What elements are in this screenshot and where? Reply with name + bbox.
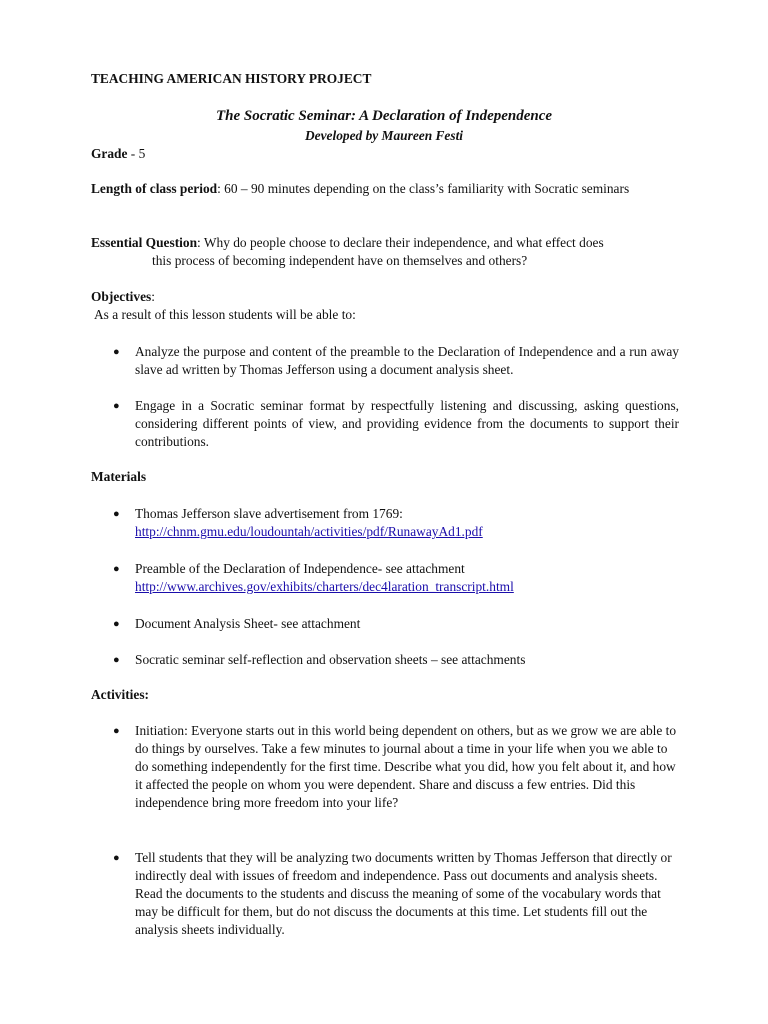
length-label: Length of class period (91, 181, 218, 196)
project-heading: TEACHING AMERICAN HISTORY PROJECT (91, 71, 372, 86)
bullet-icon: ● (113, 508, 120, 520)
grade-value: - 5 (127, 146, 146, 161)
length-value: : 60 – 90 minutes depending on the class’s familiarity with Socratic seminars (217, 181, 630, 196)
materials-heading: Materials (91, 469, 147, 484)
declaration-transcript-link[interactable]: http://www.archives.gov/exhibits/charters/dec4laration_transcript.html (135, 579, 514, 594)
objectives-heading (91, 288, 155, 306)
material-text: Document Analysis Sheet- see attachment (135, 616, 361, 631)
material-item (91, 505, 679, 541)
length-line (91, 180, 679, 198)
activity-text: Tell students that they will be analyzing two documents written by Thomas Jefferson that directly or indirectly deal with issues of freedom and independence. Pass out documents and analysis sheets. Read the documents to the students and discuss the meaning of some of the vocabulary words that may be difficult for them, but do not discuss the documents at this time. Let students fill out the analysis sheets individually. (135, 850, 672, 937)
bullet-icon: ● (113, 725, 120, 737)
objective-text: Analyze the purpose and content of the preamble to the Declaration of Independence and a run away slave ad written by Thomas Jefferson using a document analysis sheet. (135, 344, 679, 377)
bullet-icon: ● (113, 346, 120, 358)
grade-label: Grade (91, 146, 128, 161)
material-item (91, 560, 679, 596)
essential-label: Essential Question (91, 235, 198, 250)
bullet-icon: ● (113, 618, 120, 630)
activity-text: Initiation: Everyone starts out in this world being dependent on others, but as we grow we are able to do things by ourselves. Take a few minutes to journal about a time in your life when you we able to do something independently for the first time. Describe what you did, how you felt about it, and how it affected the people on whom you were dependent. Share and discuss a few entries. Did this independence bring more freedom into your life? (135, 723, 677, 810)
objectives-label: Objectives (91, 289, 152, 304)
material-text: Socratic seminar self-reflection and observation sheets – see attachments (135, 652, 526, 667)
objectives-intro: As a result of this lesson students will be able to: (94, 307, 356, 322)
runaway-ad-link[interactable]: http://chnm.gmu.edu/loudountah/activities/pdf/RunawayAd1.pdf (135, 524, 483, 539)
essential-line2: this process of becoming independent have on themselves and others? (152, 253, 528, 268)
document-title: The Socratic Seminar: A Declaration of Independence (215, 108, 553, 124)
objective-item (91, 397, 679, 451)
bullet-icon: ● (113, 563, 120, 575)
bullet-icon: ● (113, 852, 120, 864)
grade-line (91, 145, 145, 163)
objective-text: Engage in a Socratic seminar format by respectfully listening and discussing, asking questions, considering different points of view, and providing evidence from the documents to support their contributions. (135, 398, 679, 449)
material-text: Preamble of the Declaration of Independence- see attachment (135, 561, 465, 576)
objective-item (91, 343, 679, 379)
bullet-icon: ● (113, 654, 120, 666)
activities-heading: Activities: (91, 687, 150, 702)
author-line: Developed by Maureen Festi (304, 128, 464, 143)
material-text: Thomas Jefferson slave advertisement from 1769: (135, 506, 403, 521)
activity-item (91, 849, 679, 939)
material-item (91, 651, 679, 669)
objectives-colon: : (151, 289, 155, 304)
activity-item (91, 722, 679, 812)
essential-line1: : Why do people choose to declare their independence, and what effect does (197, 235, 604, 250)
bullet-icon: ● (113, 400, 120, 412)
essential-question-line (91, 234, 679, 252)
material-item (91, 615, 679, 633)
